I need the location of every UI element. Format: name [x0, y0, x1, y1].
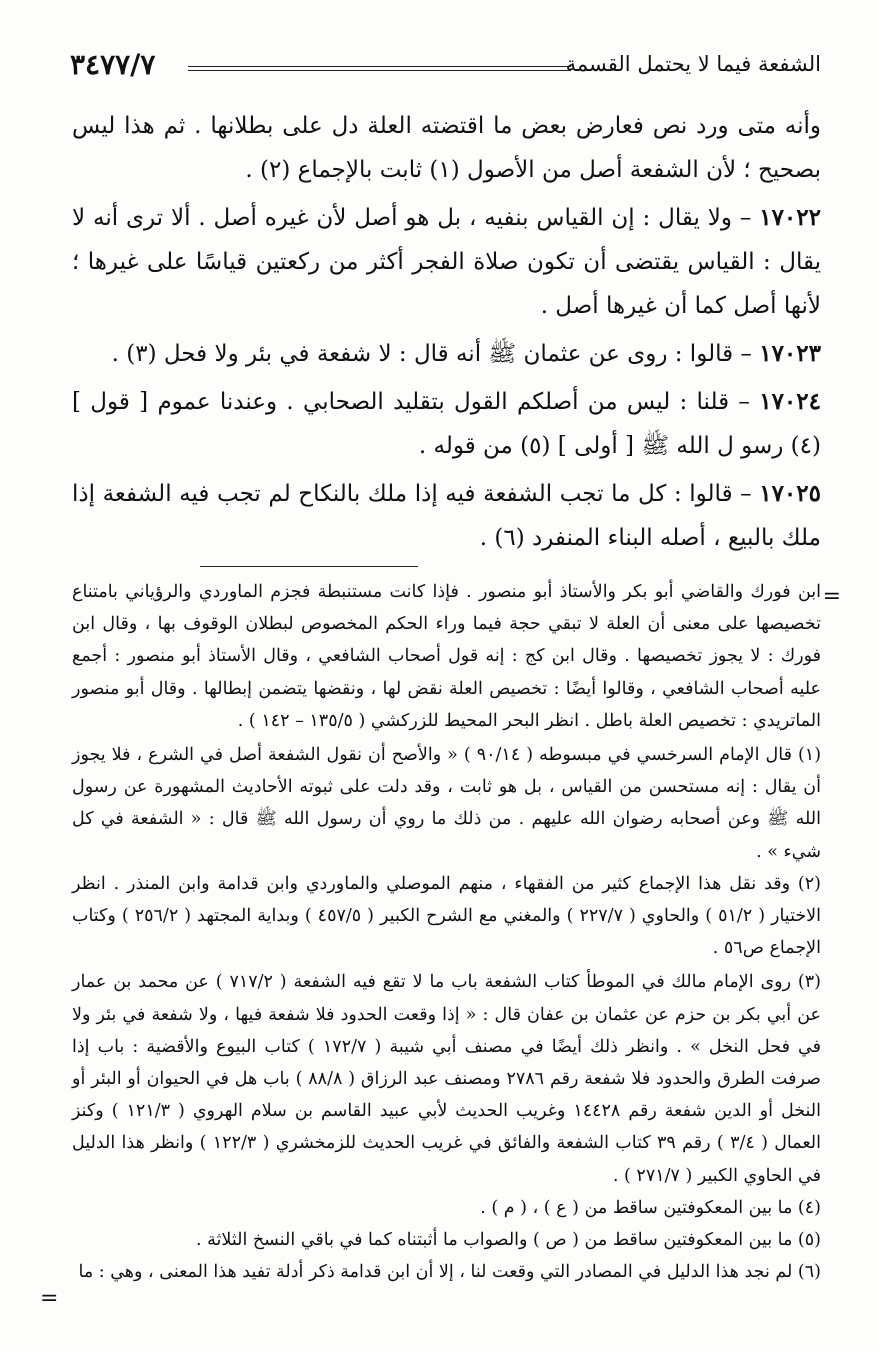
paragraph-text: – قالوا : روى عن عثمان ﷺ أنه قال : لا شفعة في بئر ولا فحل (٣) . — [111, 341, 760, 367]
paragraph-text: – ولا يقال : إن القياس بنفيه ، بل هو أصل لأن غيره أصل . ألا ترى أنه لا يقال : القياس يقتضى أن تكون صلاة الفجر أكثر من ركعتين قياسًا على غيرها ؛ لأنها أصل كما أن غيرها أصل . — [72, 205, 821, 319]
footnotes — [72, 576, 821, 1288]
paragraph-17025 — [72, 472, 821, 560]
footnote-4: (٤) ما بين المعكوفتين ساقط من ( ع ) ، ( م ) . — [480, 1197, 821, 1218]
main-text — [72, 104, 821, 564]
chapter-title: الشفعة فيما لا يحتمل القسمة — [565, 52, 821, 76]
section-number: ١٧٠٢٥ — [759, 480, 821, 507]
paragraph-continuation: وأنه متى ورد نص فعارض بعض ما اقتضته العلة دل على بطلانها . ثم هذا ليس بصحيح ؛ لأن الشفعة أصل من الأصول (١) ثابت بالإجماع (٢) . — [72, 113, 821, 183]
footnote-1: (١) قال الإمام السرخسي في مبسوطه ( ٩٠/١٤ ) « والأصح أن نقول الشفعة أصل في الشرع ، فلا يجوز أن يقال : إنه مستحسن من القياس ، بل هو ثابت ، وقد دلت على ثبوته الأحاديث المشهورة عن رسول الله ﷺ وعن أصحابه رضوان الله عليهم . من ذلك ما روي أن رسول الله ﷺ قال : « الشفعة في كل شيء » . — [72, 745, 822, 862]
paragraph-text: – قلنا : ليس من أصلكم القول بتقليد الصحابي . وعندنا عموم [ قول ] (٤) رسو ل الله ﷺ [ أولى ] (٥) من قوله . — [72, 389, 821, 459]
section-number: ١٧٠٢٤ — [759, 388, 821, 415]
footnote-5: (٥) ما بين المعكوفتين ساقط من ( ص ) والصواب ما أثبتناه كما في باقي النسخ الثلاثة . — [196, 1230, 821, 1251]
footnote-3: (٣) روى الإمام مالك في الموطأ كتاب الشفعة باب ما لا تقع فيه الشفعة ( ٧١٧/٢ ) عن محمد بن عمار عن أبي بكر بن حزم عن عثمان بن عفان قال : « إذا وقعت الحدود فلا شفعة فيها ، ولا شفعة في بئر ولا في فحل النخل » . وانظر ذلك أيضًا في مصنف أبي شيبة ( ١٧٢/٧ ) كتاب البيوع والأقضية : باب إذا صرفت الطرق والحدود فلا شفعة رقم ٢٧٨٦ ومصنف عبد الرزاق ( ٨٨/٨ ) باب هل في الحيوان أو البئر أو النخل أو الدين شفعة رقم ١٤٤٢٨ وغريب الحديث لأبي عبيد القاسم بن سلام الهروي ( ١٢١/٣ ) وكنز العمال ( ٣/٤ ) رقم ٣٩ كتاب الشفعة والفائق في غريب الحديث للزمخشري ( ١٢٢/٣ ) وانظر هذا الدليل في الحاوي الكبير ( ٢٧١/٧ ) . — [72, 972, 822, 1186]
running-header — [70, 48, 821, 92]
footnote-2: (٢) وقد نقل هذا الإجماع كثير من الفقهاء ، منهم الموصلي والماوردي وابن قدامة وابن المنذر . انظر الاختيار ( ٥١/٢ ) والحاوي ( ٢٢٧/٧ ) والمغني مع الشرح الكبير ( ٤٥٧/٥ ) وبداية المجتهد ( ٢٥٦/٢ ) وكتاب الإجماع ص٥٦ . — [72, 873, 822, 959]
paragraph-17022 — [72, 196, 821, 328]
footnote-continued: ابن فورك والقاضي أبو بكر والأستاذ أبو منصور . فإذا كانت مستنبطة فجزم الماوردي والرؤياني بامتناع تخصيصها على معنى أن العلة لا تبقي حجة فيما وراء الحكم المخصوص لبطلان الوقوف بها ، وقال ابن فورك : لا يجوز تخصيصها . وقال ابن كج : إنه قول أصحاب الشافعي ، وقال الأستاذ أبو منصور : أجمع عليه أصحاب الشافعي ، وقالوا أيضًا : تخصيص العلة نقض لها ، ونقضها يتضمن إبطالها . وقال أبو منصور الماتريدي : تخصيص العلة باطل . انظر البحر المحيط للزركشي ( ١٣٥/٥ – ١٤٢ ) . — [72, 582, 821, 731]
page-number: ٣٤٧٧/٧ — [70, 48, 156, 81]
footnote-6: (٦) لم نجد هذا الدليل في المصادر التي وقعت لنا ، إلا أن ابن قدامة ذكر أدلة تفيد هذا المعنى ، وهي : ما — [78, 1262, 821, 1283]
paragraph-text: – قالوا : كل ما تجب الشفعة فيه إذا ملك بالنكاح لم تجب فيه الشفعة إذا ملك بالبيع ، أصله البناء المنفرد (٦) . — [72, 481, 821, 551]
paragraph-17023 — [72, 332, 821, 376]
section-number: ١٧٠٢٣ — [759, 340, 821, 367]
continuation-mark-top: = — [822, 584, 841, 609]
section-number: ١٧٠٢٢ — [759, 204, 821, 231]
header-double-rule — [188, 66, 571, 71]
continuation-mark-bottom: = — [40, 1286, 59, 1311]
footnote-divider — [200, 566, 418, 567]
paragraph-17024 — [72, 380, 821, 468]
